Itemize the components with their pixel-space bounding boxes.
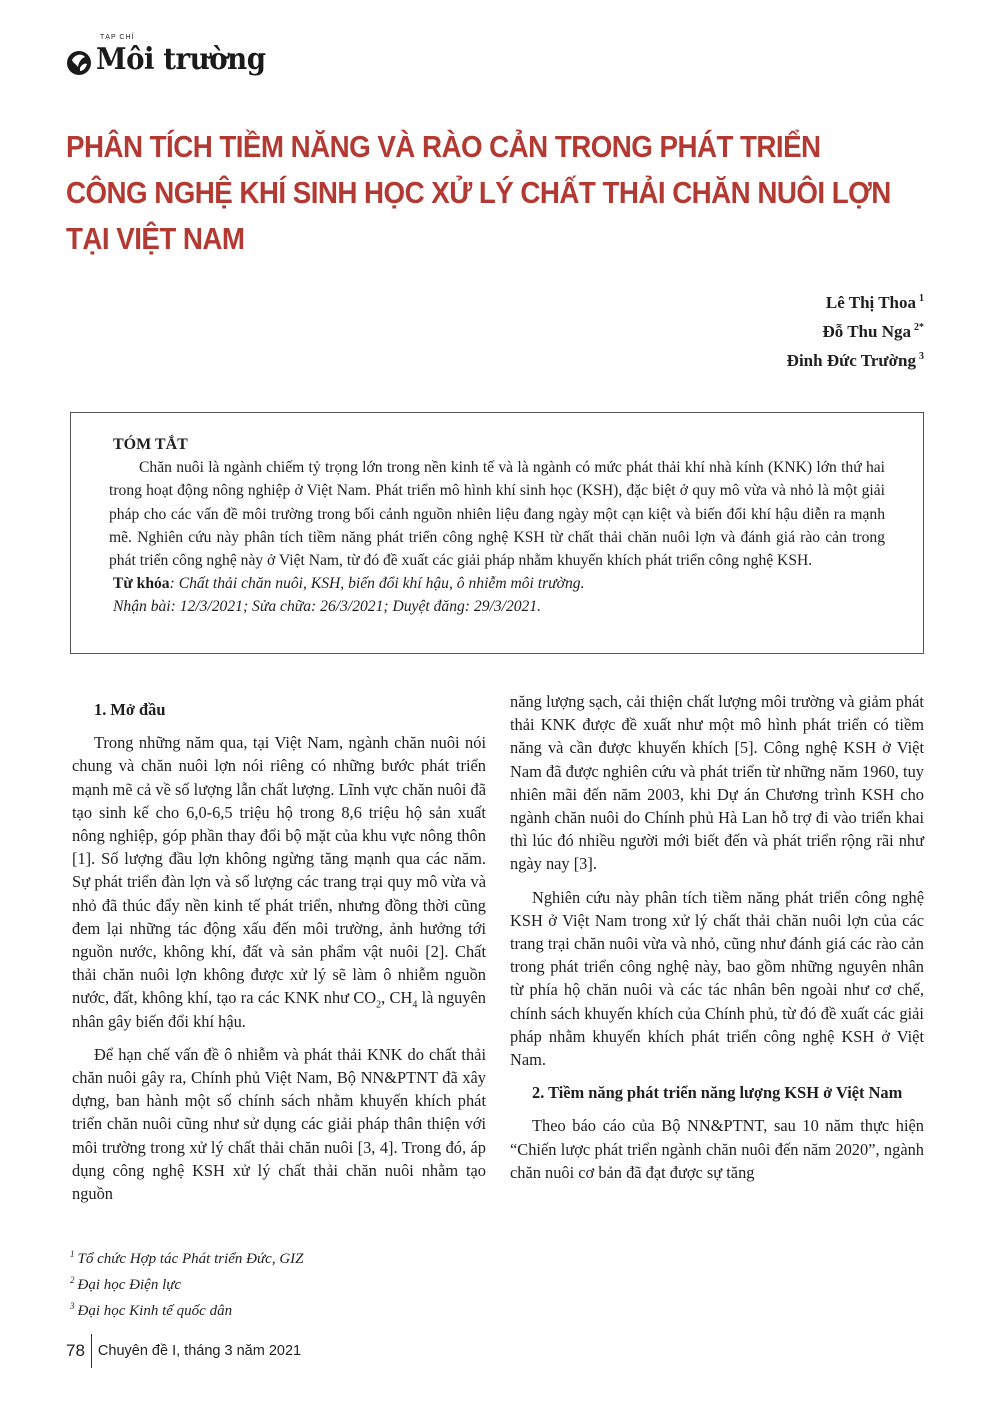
- title-line: PHÂN TÍCH TIỀM NĂNG VÀ RÀO CẢN TRONG PHÁT TRIỂN: [66, 130, 821, 164]
- globe-leaf-logo-icon: [66, 46, 92, 78]
- footnotes: [70, 1246, 304, 1324]
- abstract-heading: TÓM TẮT: [113, 436, 188, 453]
- article-title: [66, 124, 891, 262]
- section-heading: 1. Mở đầu: [94, 700, 166, 719]
- author: Đinh Đức Trường $^3$: [786, 351, 924, 370]
- title-line: CÔNG NGHỆ KHÍ SINH HỌC XỬ LÝ CHẤT THẢI CHĂN NUÔI LỢN: [66, 176, 891, 210]
- author-list: [787, 288, 924, 375]
- footer-divider: [91, 1334, 92, 1368]
- paragraph: Để hạn chế vấn đề ô nhiễm và phát thải KNK do chất thải chăn nuôi gây ra, Chính phủ Việt Nam, Bộ NN&PTNT đã xây dựng, ban hành một số chính sách nhằm khuyến khích phát triển chăn nuôi cũng như sử dụng các giải pháp thân thiện với môi trường trong xử lý chất thải chăn nuôi [3, 4]. Trong đó, áp dụng công nghệ KSH xử lý chất thải chăn nuôi nhằm tạo nguồn: [72, 1044, 486, 1204]
- abstract-keywords: Từ khóa: Chất thải chăn nuôi, KSH, biến đổi khí hậu, ô nhiễm môi trường.: [113, 575, 585, 593]
- paragraph: Theo báo cáo của Bộ NN&PTNT, sau 10 năm thực hiện “Chiến lược phát triển ngành chăn nuôi đến năm 2020”, ngành chăn nuôi cơ bản đã đạt được sự tăng: [510, 1116, 924, 1182]
- author: Đỗ Thu Nga $^{2*}$: [822, 322, 924, 341]
- masthead-title: Môi trường: [96, 42, 266, 77]
- masthead-small-label: TẠP CHÍ: [100, 34, 135, 41]
- page-number: 78: [66, 1341, 85, 1360]
- abstract-dates: Nhận bài: 12/3/2021; Sửa chữa: 26/3/2021; Duyệt đăng: 29/3/2021.: [113, 598, 542, 616]
- paragraph: Nghiên cứu này phân tích tiềm năng phát triển công nghệ KSH ở Việt Nam trong xử lý chất thải chăn nuôi lợn của các trang trại chăn nuôi vừa và nhỏ, cũng như đánh giá các rào cản trong phát triển công nghệ này, bao gồm những nguyên nhân từ phía hộ chăn nuôi và các tác nhân bên ngoài như cơ chế, chính sách khuyến khích của Chính phủ, từ đó đề xuất các giải pháp nhằm khuyến khích phát triển công nghệ KSH ở Việt Nam.: [510, 887, 924, 1070]
- right-column: [510, 690, 924, 1194]
- footnote: $^1$ Tổ chức Hợp tác Phát triển Đức, GIZ: [70, 1249, 304, 1267]
- left-column: [72, 698, 486, 1215]
- issue-label: Chuyên đề I, tháng 3 năm 2021: [97, 1343, 302, 1359]
- author: Lê Thị Thoa $^1$: [825, 293, 924, 312]
- paragraph: Trong những năm qua, tại Việt Nam, ngành chăn nuôi nói chung và chăn nuôi lợn nói riêng có những bước phát triển mạnh mẽ cả về số lượng lẫn chất lượng. Lĩnh vực chăn nuôi đã tạo sinh kế cho 6,0-6,5 triệu hộ trong 8,6 triệu hộ sản xuất nông nghiệp, góp phần thay đổi bộ mặt của khu vực nông thôn [1]. Số lượng đầu lợn không ngừng tăng mạnh qua các năm. Sự phát triển đàn lợn và số lượng các trang trại quy mô vừa và nhỏ đã thúc đẩy nền kinh tế phát triển, nhưng đồng thời cũng đem lại những tác động xấu đến môi trường, ảnh hưởng tới nguồn nước, không khí, đất và sản phẩm vật nuôi [2]. Chất thải chăn nuôi lợn không được xử lý sẽ làm ô nhiễm nguồn nước, đất, không khí, tạo ra các KNK như $CO_2$, $CH_4$ là nguyên nhân gây biến đổi khí hậu.: [72, 733, 486, 1031]
- abstract-box: [70, 412, 924, 654]
- footnote: $^2$ Đại học Điện lực: [70, 1275, 182, 1293]
- footnote: $^3$ Đại học Kinh tế quốc dân: [70, 1301, 233, 1319]
- masthead: [66, 34, 280, 78]
- paragraph: năng lượng sạch, cải thiện chất lượng môi trường và giảm phát thải KNK được đề xuất như một mô hình phát triển có tiềm năng và cần được khuyến khích [5]. Công nghệ KSH ở Việt Nam đã được nghiên cứu và phát triển từ những năm 1960, tuy nhiên mãi đến năm 2003, khi Dự án Chương trình KSH cho ngành chăn nuôi do Chính phủ Hà Lan hỗ trợ đi vào triển khai thì lúc đó nhiều người mới biết đến và phát triển rộng rãi như ngày nay [3].: [510, 692, 924, 874]
- title-line: TẠI VIỆT NAM: [66, 222, 245, 256]
- section-heading: 2. Tiềm năng phát triển năng lượng KSH ở Việt Nam: [532, 1083, 903, 1103]
- page-footer: [66, 1334, 301, 1368]
- abstract-body: Chăn nuôi là ngành chiếm tỷ trọng lớn trong nền kinh tế và là ngành có mức phát thải khí nhà kính (KNK) lớn thứ hai trong hoạt động nông nghiệp ở Việt Nam. Phát triển mô hình khí sinh học (KSH), đặc biệt ở quy mô vừa và nhỏ là một giải pháp cho các vấn đề môi trường trong bối cảnh nguồn nhiên liệu đang ngày một cạn kiệt và biến đổi khí hậu diễn ra mạnh mẽ. Nghiên cứu này phân tích tiềm năng phát triển công nghệ KSH từ chất thải chăn nuôi lợn và đánh giá rào cản trong phát triển công nghệ này ở Việt Nam, từ đó đề xuất các giải pháp nhằm khuyến khích phát triển công nghệ KSH.: [109, 459, 885, 570]
